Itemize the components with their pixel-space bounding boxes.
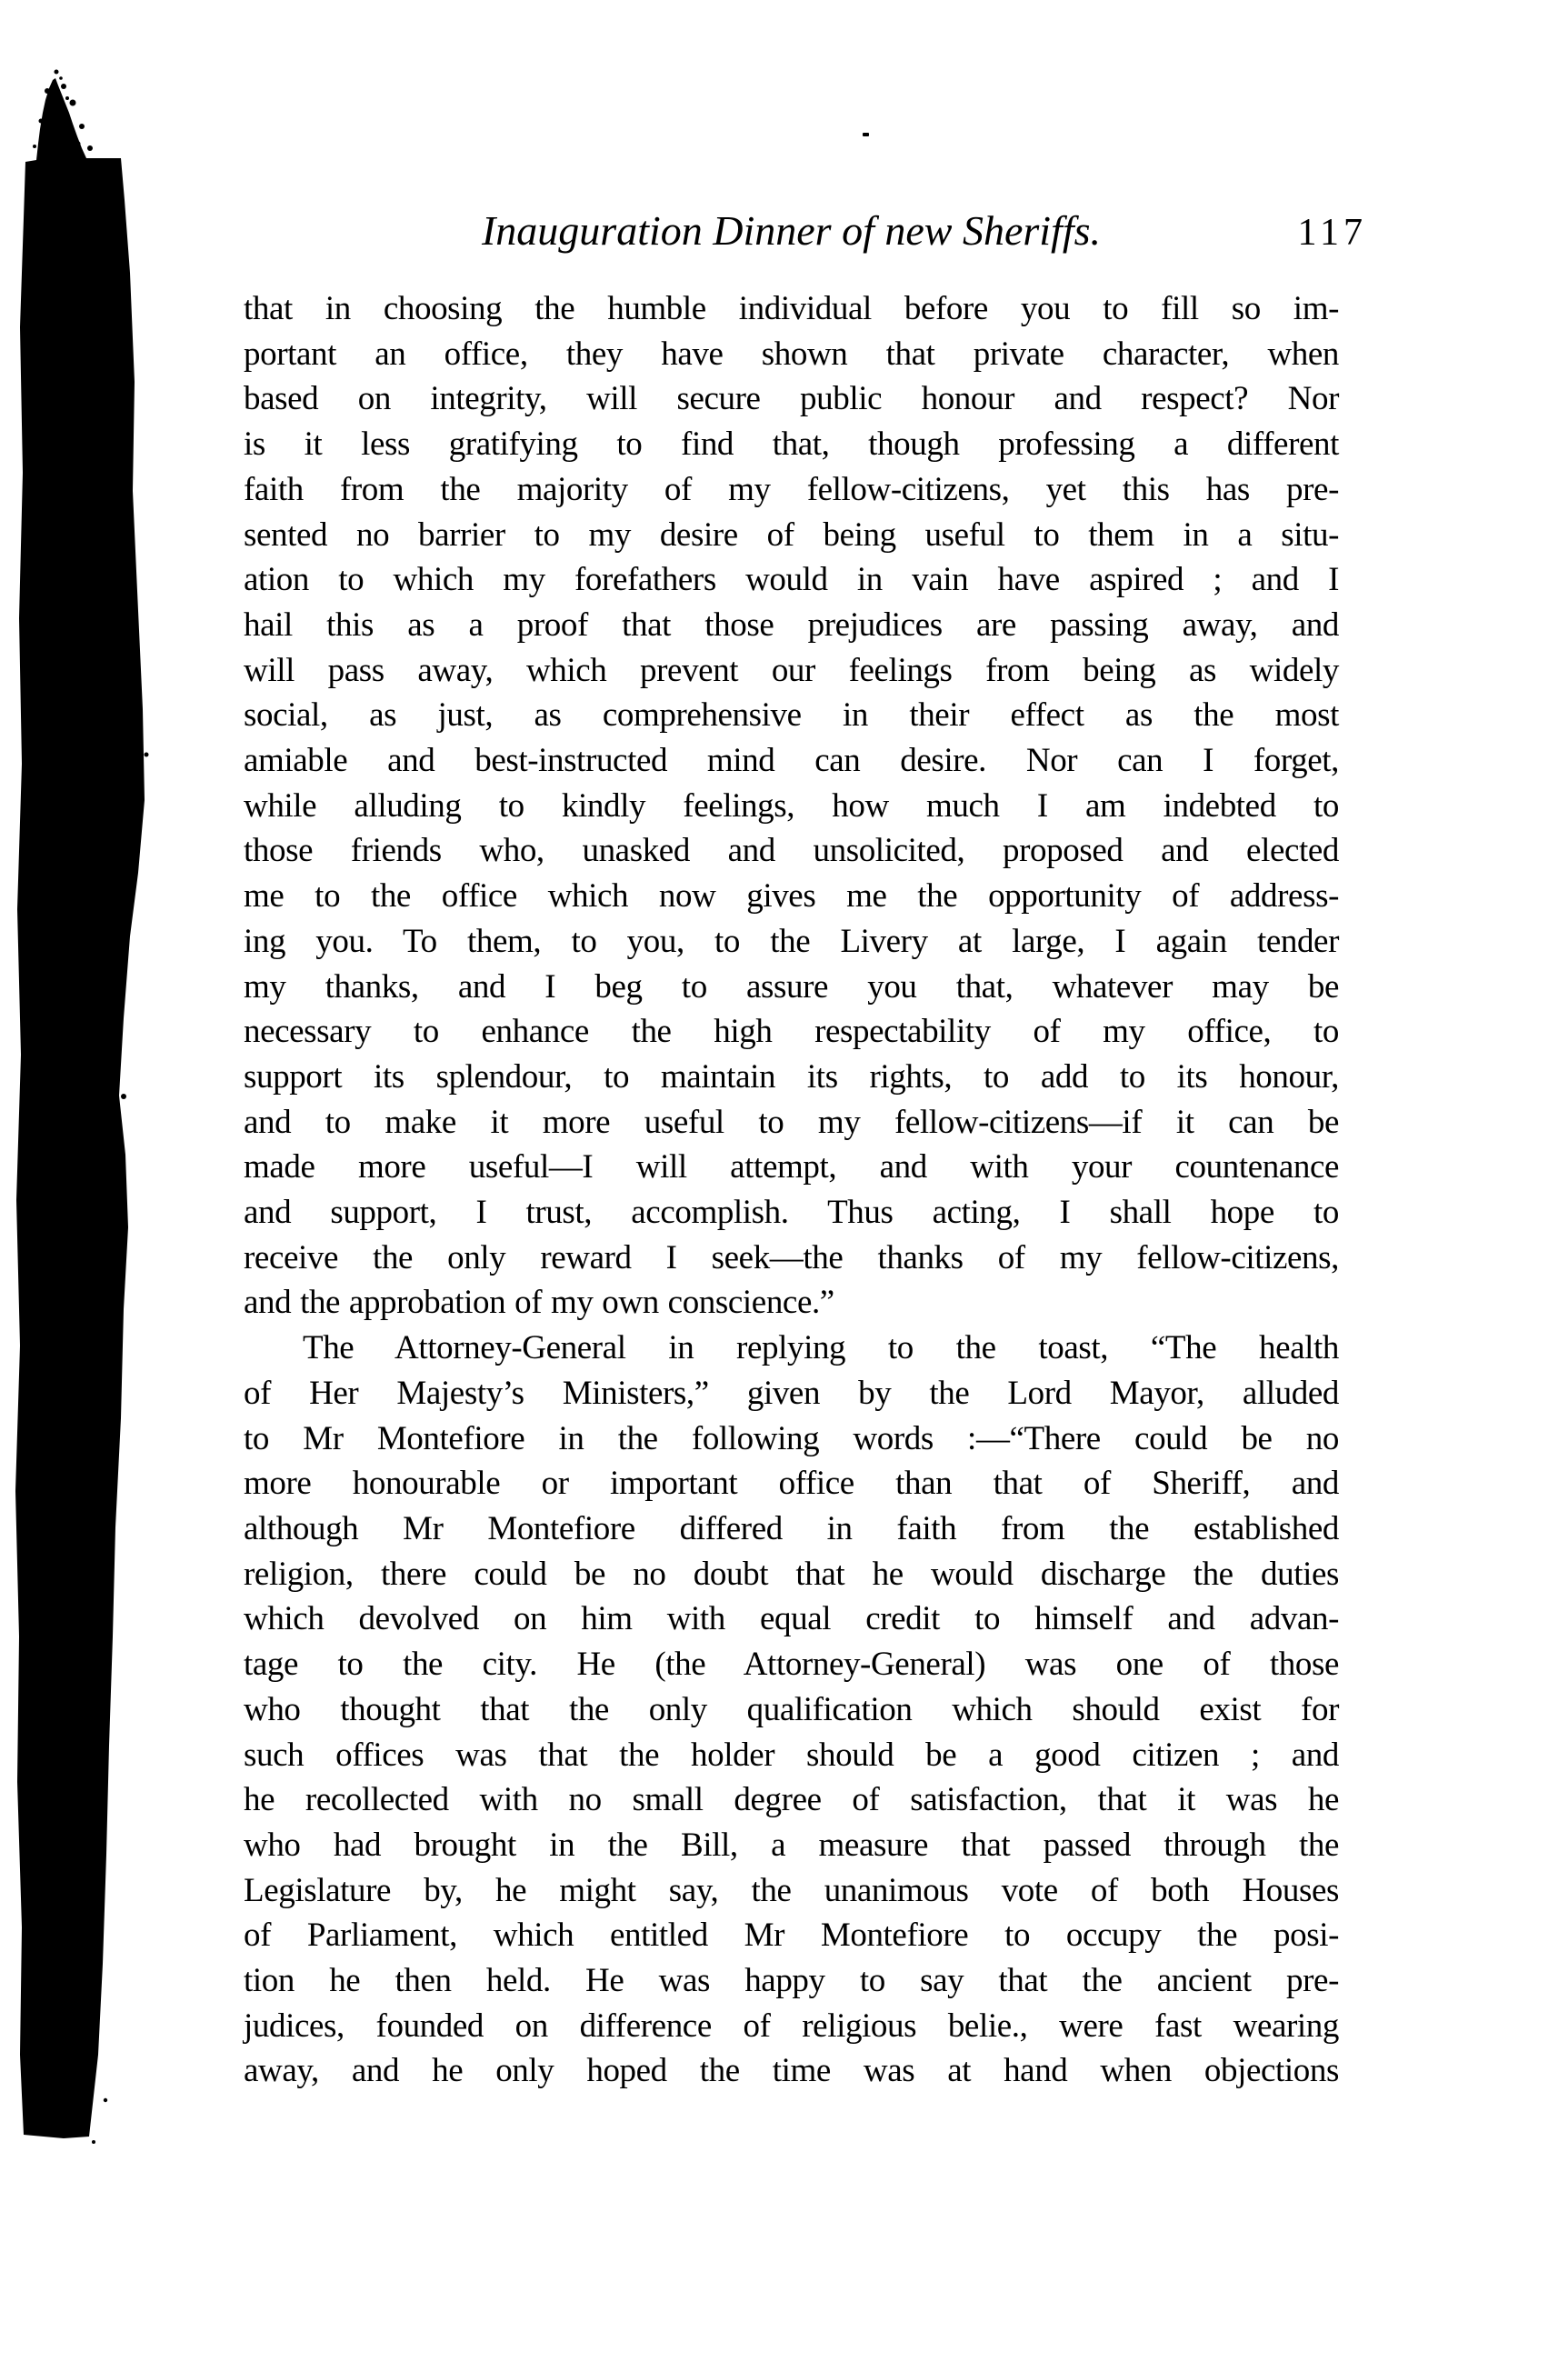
text-line: and the approbation of my own conscience.” — [244, 1284, 834, 1322]
text-line: to Mr Montefiore in the following words :—“There could be no — [244, 1419, 1339, 1457]
text-line: receive the only reward I seek—the thanks of my fellow-citizens, — [244, 1238, 1339, 1276]
text-line: that in choosing the humble individual before you to fill so im- — [244, 290, 1339, 327]
text-line: Legislature by, he might say, the unanimous vote of both Houses — [244, 1871, 1339, 1909]
text-line: based on integrity, will secure public honour and respect? Nor — [244, 380, 1339, 418]
text-line: while alluding to kindly feelings, how much I am indebted to — [244, 786, 1339, 825]
text-line: ing you. To them, to you, to the Livery at large, I again tender — [244, 922, 1339, 960]
body-text — [244, 286, 1339, 2094]
text-line: although Mr Montefiore differed in faith from the established — [244, 1509, 1339, 1547]
binding-ink-blot — [0, 0, 182, 2372]
text-line: hail this as a proof that those prejudices are passing away, and — [244, 606, 1339, 644]
text-line: of Parliament, which entitled Mr Montefiore to occupy the posi- — [244, 1917, 1339, 1955]
text-line: and support, I trust, accomplish. Thus acting, I shall hope to — [244, 1194, 1339, 1232]
text-line: those friends who, unasked and unsolicited, proposed and elected — [244, 832, 1339, 870]
text-line: which devolved on him with equal credit to himself and advan- — [244, 1600, 1339, 1638]
text-line: portant an office, they have shown that private character, when — [244, 335, 1339, 373]
text-line: my thanks, and I beg to assure you that, whatever may be — [244, 967, 1339, 1006]
text-line: and to make it more useful to my fellow-citizens—if it can be — [244, 1103, 1339, 1141]
text-line: amiable and best-instructed mind can desire. Nor can I forget, — [244, 742, 1339, 780]
text-line: religion, there could be no doubt that he would discharge the duties — [244, 1555, 1339, 1593]
text-line: faith from the majority of my fellow-citizens, yet this has pre- — [244, 470, 1339, 508]
text-line: sented no barrier to my desire of being useful to them in a situ- — [244, 515, 1339, 554]
text-line: judices, founded on difference of religious belie., were fast wearing — [244, 2007, 1339, 2045]
text-line: such offices was that the holder should be a good citizen ; and — [244, 1736, 1339, 1774]
text-line: more honourable or important office than that of Sheriff, and — [244, 1465, 1339, 1503]
text-line: necessary to enhance the high respectability of my office, to — [244, 1013, 1339, 1051]
text-line: who had brought in the Bill, a measure that passed through the — [244, 1826, 1339, 1864]
text-line: made more useful—I will attempt, and with your countenance — [244, 1148, 1339, 1186]
text-line: tage to the city. He (the Attorney-General) was one of those — [244, 1646, 1339, 1684]
text-line: away, and he only hoped the time was at hand when objections — [244, 2052, 1339, 2090]
text-line: of Her Majesty’s Ministers,” given by the Lord Mayor, alluded — [244, 1374, 1339, 1412]
text-line: will pass away, which prevent our feelings from being as widely — [244, 651, 1339, 689]
text-line: ation to which my forefathers would in vain have aspired ; and I — [244, 561, 1339, 599]
running-title: Inauguration Dinner of new Sheriffs. — [481, 207, 1102, 254]
page-number: 117 — [1297, 212, 1367, 254]
ink-speck — [863, 133, 869, 136]
text-line: is it less gratifying to find that, though professing a different — [244, 425, 1339, 464]
text-line: The Attorney-General in replying to the toast, “The health — [303, 1329, 1339, 1367]
text-line: who thought that the only qualification which should exist for — [244, 1690, 1339, 1728]
text-line: he recollected with no small degree of satisfaction, that it was he — [244, 1781, 1339, 1819]
text-line: social, as just, as comprehensive in their effect as the most — [244, 696, 1339, 735]
text-line: support its splendour, to maintain its rights, to add to its honour, — [244, 1057, 1339, 1096]
text-line: me to the office which now gives me the opportunity of address- — [244, 877, 1339, 916]
text-line: tion he then held. He was happy to say that the ancient pre- — [244, 1962, 1339, 2000]
